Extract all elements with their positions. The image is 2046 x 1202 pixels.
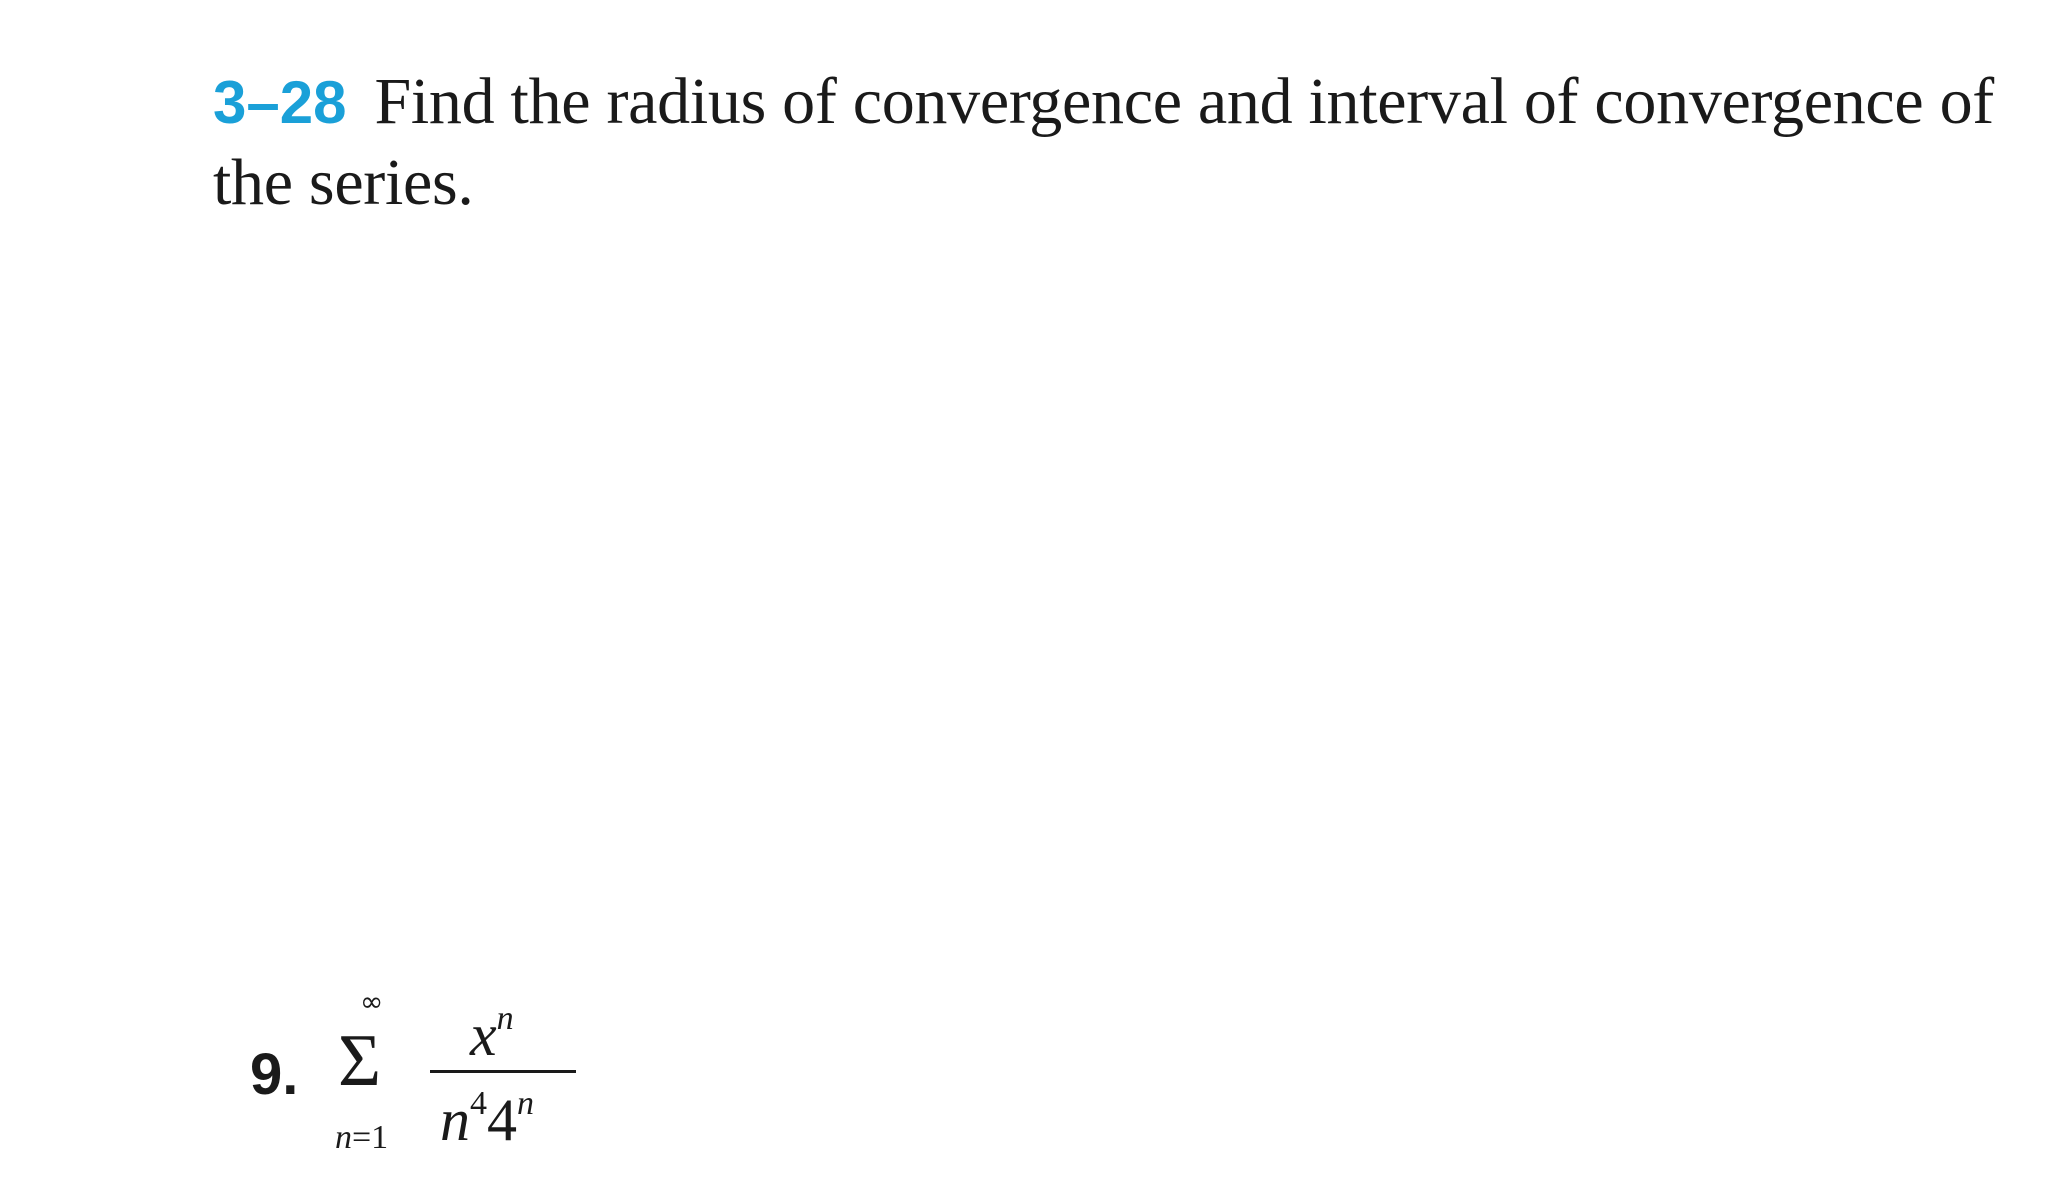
sum-lower-limit <box>335 1118 388 1158</box>
numerator-base: x <box>470 1002 497 1068</box>
fraction-bar <box>430 1070 576 1073</box>
denominator-base-2: 4 <box>487 1087 517 1153</box>
exercise-range: 3–28 <box>213 69 347 136</box>
numerator-exponent: n <box>496 1000 514 1037</box>
denominator-exponent-2: n <box>517 1085 534 1122</box>
summation-symbol: Σ <box>338 1020 382 1102</box>
lower-limit-value: =1 <box>352 1119 389 1156</box>
problem-number: 9. <box>250 1042 299 1107</box>
denominator-exponent-1: 4 <box>470 1085 487 1122</box>
instruction-text: Find the radius of convergence and interval of convergence of the series. <box>213 65 1994 219</box>
lower-limit-variable: n <box>335 1119 352 1156</box>
sum-upper-limit: ∞ <box>360 985 384 1018</box>
denominator-base-1: n <box>440 1087 470 1153</box>
fraction-denominator <box>440 1085 534 1155</box>
fraction-numerator <box>470 1000 514 1070</box>
